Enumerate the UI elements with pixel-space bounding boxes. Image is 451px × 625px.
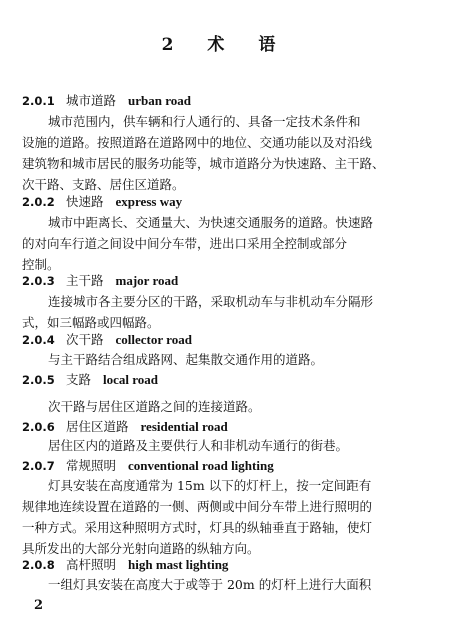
term-number: 2.0.2 bbox=[22, 195, 55, 209]
term-chinese: 支路 bbox=[66, 372, 92, 387]
definition-line: 连接城市各主要分区的干路，采取机动车与非机动车分隔形 bbox=[48, 294, 374, 309]
definition-line: 规律地连续设置在道路的一侧、两侧或中间分车带上进行照明的 bbox=[22, 499, 373, 514]
chapter-name: 术 语 bbox=[207, 35, 290, 55]
definition-line: 城市中距离长、交通量大、为快速交通服务的道路。快速路 bbox=[48, 215, 374, 230]
term-chinese: 快速路 bbox=[66, 194, 104, 209]
definition-line: 城市范围内，供车辆和行人通行的、具备一定技术条件和 bbox=[48, 114, 361, 129]
term-chinese: 常规照明 bbox=[66, 458, 117, 473]
term-heading bbox=[22, 93, 430, 109]
term-heading bbox=[22, 458, 430, 474]
term-english: major road bbox=[115, 273, 179, 288]
term-heading bbox=[22, 557, 430, 573]
chapter-number: 2 bbox=[161, 35, 188, 55]
term-chinese: 城市道路 bbox=[66, 93, 117, 108]
definition-line: 设施的道路。按照道路在道路网中的地位、交通功能以及对沿线 bbox=[22, 135, 373, 150]
term-english: local road bbox=[103, 372, 159, 387]
definition-line: 灯具安装在高度通常为 15m 以下的灯杆上，按一定间距有 bbox=[48, 478, 372, 493]
term-number: 2.0.8 bbox=[22, 558, 55, 572]
term-english: express way bbox=[115, 194, 183, 209]
definition-line: 一组灯具安装在高度大于或等于 20m 的灯杆上进行大面积 bbox=[48, 577, 372, 592]
term-number: 2.0.4 bbox=[22, 333, 55, 347]
term-heading bbox=[22, 273, 430, 289]
definition-line: 居住区内的道路及主要供行人和非机动车通行的街巷。 bbox=[48, 438, 349, 453]
definition-line: 具所发出的大部分光射向道路的纵轴方向。 bbox=[22, 541, 260, 556]
term-chinese: 主干路 bbox=[66, 273, 104, 288]
term-heading bbox=[22, 372, 430, 388]
definition-line: 的对向车行道之间设中间分车带，进出口采用全控制或部分 bbox=[22, 236, 348, 251]
term-number: 2.0.6 bbox=[22, 420, 55, 434]
term-chinese: 次干路 bbox=[66, 332, 104, 347]
term-english: collector road bbox=[115, 332, 192, 347]
term-number: 2.0.3 bbox=[22, 274, 55, 288]
definition-line: 次干路、支路、居住区道路。 bbox=[22, 177, 185, 192]
term-english: conventional road lighting bbox=[128, 458, 274, 473]
term-english: urban road bbox=[128, 93, 191, 108]
term-english: high mast lighting bbox=[128, 557, 229, 572]
term-chinese: 居住区道路 bbox=[66, 419, 129, 434]
term-heading bbox=[22, 332, 430, 348]
definition-line: 式，如三幅路或四幅路。 bbox=[22, 315, 160, 330]
definition-line: 一种方式。采用这种照明方式时，灯具的纵轴垂直于路轴，使灯 bbox=[22, 520, 373, 535]
term-heading bbox=[22, 194, 430, 210]
definition-line: 与主干路结合组成路网、起集散交通作用的道路。 bbox=[48, 352, 324, 367]
term-chinese: 高杆照明 bbox=[66, 557, 117, 572]
term-number: 2.0.1 bbox=[22, 94, 55, 108]
term-english: residential road bbox=[140, 419, 228, 434]
term-number: 2.0.5 bbox=[22, 373, 55, 387]
definition-line: 次干路与居住区道路之间的连接道路。 bbox=[48, 399, 261, 414]
definition-line: 建筑物和城市居民的服务功能等，城市道路分为快速路、主干路、 bbox=[22, 156, 385, 171]
page-number: 2 bbox=[34, 598, 44, 613]
term-heading bbox=[22, 419, 430, 435]
definition-line: 控制。 bbox=[22, 257, 60, 272]
chapter-title bbox=[0, 30, 451, 55]
term-number: 2.0.7 bbox=[22, 459, 55, 473]
